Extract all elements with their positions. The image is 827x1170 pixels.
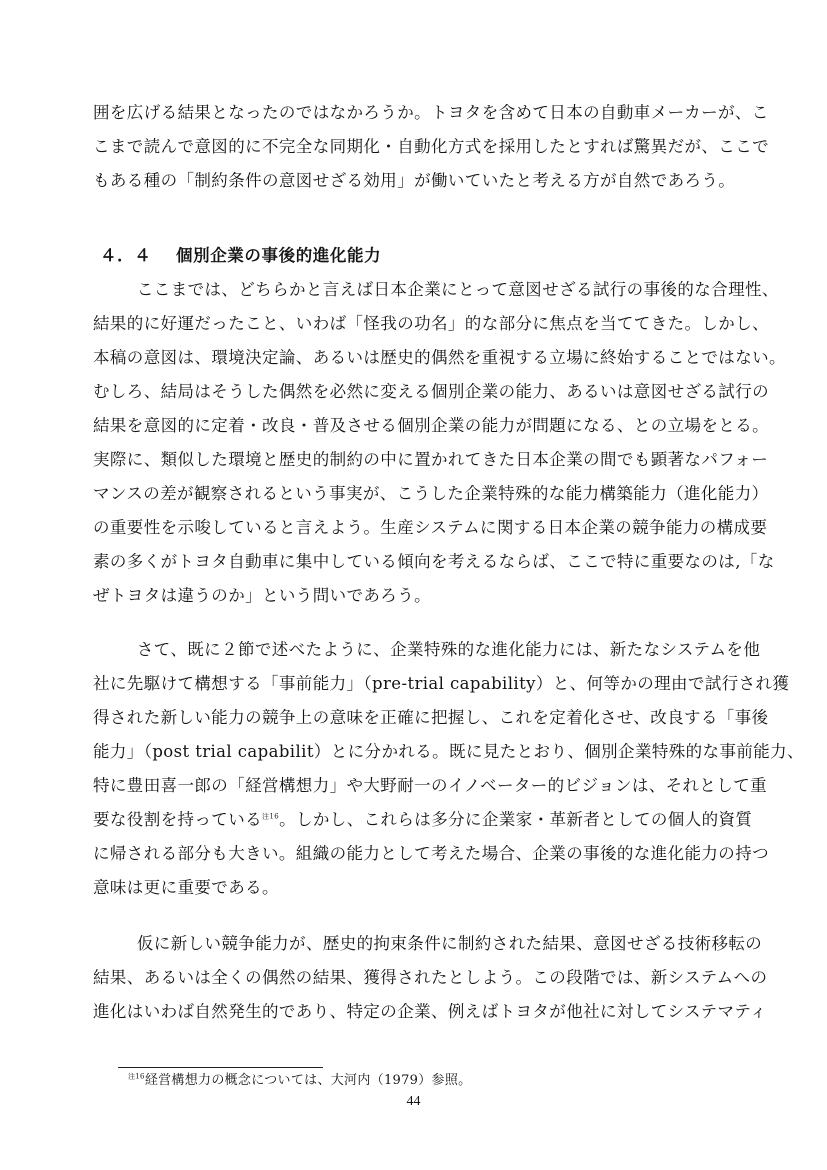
section-heading [100, 246, 381, 266]
page-number: 44 [406, 1094, 421, 1109]
body-line: 能力」（post trial capabilit）とに分かれる。既に見たとおり、個別企業特殊的な事前能力、 [93, 742, 804, 761]
footnote [128, 1073, 471, 1089]
body-line: 本稿の意図は、環境決定論、あるいは歴史的偶然を重視する立場に終始することではない。 [93, 348, 786, 367]
body-line: 意味は更に重要である。 [93, 878, 279, 897]
section-title: 個別企業の事後的進化能力 [176, 246, 382, 265]
body-text: 。しかし、これらは多分に企業家・革新者としての個人的資質 [279, 810, 753, 829]
body-line: 得された新しい能力の競争上の意味を正確に把握し、これを定着化させ、改良する「事後 [93, 708, 769, 727]
body-line: ここまでは、どちらかと言えば日本企業にとって意図せざる試行の事後的な合理性、 [120, 280, 779, 299]
body-line: こまで読んで意図的に不完全な同期化・自動化方式を採用したとすれば驚異だが、ここで [93, 137, 769, 156]
footnote-mark: 注16 [128, 1072, 145, 1081]
body-line: もある種の「制約条件の意図せざる効用」が働いていたと考える方が自然であろう。 [93, 171, 736, 190]
body-line [93, 810, 752, 830]
body-text: 要な役割を持っている [93, 810, 262, 829]
body-line: 仮に新しい競争能力が、歴史的拘束条件に制約された結果、意図せざる技術移転の [120, 934, 763, 953]
body-line: 素の多くがトヨタ自動車に集中している傾向を考えるならば、ここで特に重要なのは,「な [93, 552, 775, 571]
body-line: むしろ、結局はそうした偶然を必然に変える個別企業の能力、あるいは意図せざる試行の [93, 382, 769, 401]
body-line: 実際に、類似した環境と歴史的制約の中に置かれてきた日本企業の間でも顕著なパフォー [93, 450, 769, 469]
footnote-text: 経営構想力の概念については、大河内（1979）参照。 [144, 1073, 472, 1088]
body-line: 特に豊田喜一郎の「経営構想力」や大野耐一のイノベーター的ビジョンは、それとして重 [93, 776, 768, 795]
footnote-divider [118, 1067, 323, 1068]
body-line: 結果的に好運だったこと、いわば「怪我の功名」的な部分に焦点を当ててきた。しかし、 [93, 314, 769, 333]
body-line: マンスの差が観察されるという事実が、こうした企業特殊的な能力構築能力（進化能力） [93, 484, 769, 503]
body-line: に帰される部分も大きい。組織の能力として考えた場合、企業の事後的な進化能力の持つ [93, 844, 769, 863]
body-line: ぜトヨタは違うのか」という問いであろう。 [93, 586, 431, 605]
footnote-reference[interactable]: 注16 [262, 812, 280, 821]
body-line: の重要性を示唆していると言えよう。生産システムに関する日本企業の競争能力の構成要 [93, 518, 768, 537]
body-line: 結果、あるいは全くの偶然の結果、獲得されたとしよう。この段階では、新システムへの [93, 968, 768, 987]
body-line: 進化はいわば自然発生的であり、特定の企業、例えばトヨタが他社に対してシステマティ [93, 1002, 767, 1021]
body-line: 囲を広げる結果となったのではなかろうか。トヨタを含めて日本の自動車メーカーが、こ [93, 103, 769, 122]
body-line: 結果を意図的に定着・改良・普及させる個別企業の能力が問題になる、との立場をとる。 [93, 416, 769, 435]
section-number: ４．４ [100, 246, 152, 265]
body-line: 社に先駆けて構想する「事前能力」（pre-trial capability）と、何等かの理由で試行され獲 [93, 674, 790, 693]
body-line: さて、既に２節で述べたように、企業特殊的な進化能力には、新たなシステムを他 [120, 640, 761, 659]
